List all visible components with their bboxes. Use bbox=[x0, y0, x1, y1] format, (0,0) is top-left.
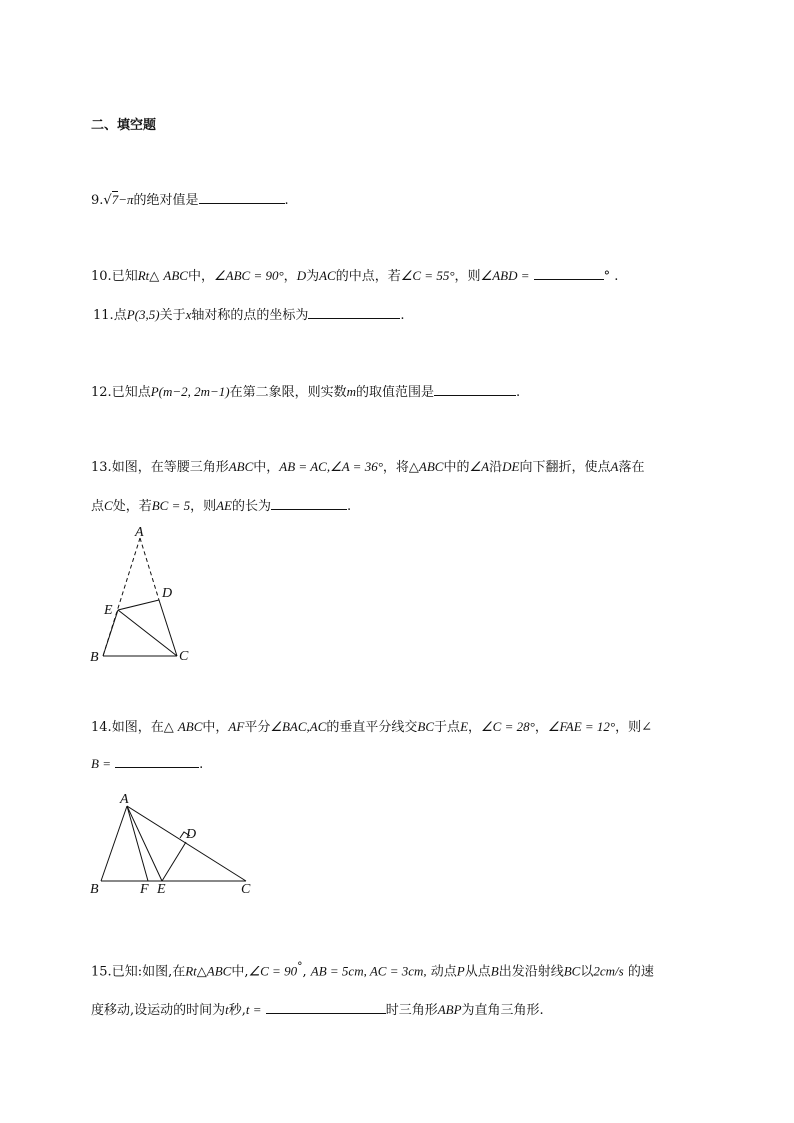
text: 中， bbox=[187, 269, 214, 284]
text: ， bbox=[468, 720, 482, 735]
question-text: 的绝对值是 bbox=[133, 193, 199, 208]
answer-blank[interactable] bbox=[266, 1001, 386, 1014]
math: ∠A bbox=[469, 459, 490, 474]
label-c: C bbox=[241, 882, 251, 897]
text: 已知:如图,在 bbox=[111, 964, 186, 980]
math: ∠BAC,AC bbox=[270, 719, 327, 734]
math: C bbox=[104, 498, 113, 513]
text: ， bbox=[534, 720, 548, 735]
math: AF bbox=[228, 719, 245, 734]
text: 平分 bbox=[244, 720, 271, 735]
text: 处，若 bbox=[112, 499, 152, 514]
label-f: F bbox=[140, 882, 149, 897]
math: ABP bbox=[437, 1002, 462, 1017]
math: A bbox=[610, 459, 619, 474]
question-14-line-1 bbox=[91, 716, 652, 735]
math-expr: −π bbox=[118, 192, 134, 207]
text: 从点 bbox=[464, 964, 491, 980]
math: AE bbox=[216, 498, 232, 513]
question-15-line-2 bbox=[91, 999, 544, 1018]
text: 时三角形 bbox=[385, 1003, 438, 1018]
text: 如图，在等腰三角形 bbox=[111, 460, 229, 475]
text: 点 bbox=[91, 499, 105, 514]
text: 点 bbox=[113, 308, 127, 323]
text: 的中点，若 bbox=[335, 269, 401, 284]
text: 中的 bbox=[443, 460, 470, 475]
section-title: 二、填空题 bbox=[91, 118, 157, 133]
question-number: 14. bbox=[91, 720, 112, 735]
question-number: 9. bbox=[91, 193, 104, 208]
math: ∠ABD = bbox=[480, 268, 530, 283]
question-number: 13. bbox=[91, 460, 112, 475]
math: t bbox=[225, 1002, 229, 1017]
text: ，将 bbox=[382, 460, 409, 475]
triangle-symbol: △ bbox=[163, 720, 174, 735]
edge-ab bbox=[101, 806, 127, 881]
text: 为直角三角形. bbox=[461, 1003, 544, 1018]
period: . bbox=[347, 499, 352, 514]
text: 沿 bbox=[489, 460, 503, 475]
math: Rt bbox=[185, 963, 197, 979]
answer-blank[interactable] bbox=[115, 755, 199, 768]
label-a: A bbox=[135, 525, 144, 540]
text: 中， bbox=[202, 720, 229, 735]
question-15-line-1 bbox=[91, 960, 654, 979]
math: m bbox=[346, 384, 357, 399]
math: AB = AC,∠A = 36° bbox=[279, 459, 383, 474]
math: ∠C = 55° bbox=[400, 268, 455, 283]
math: ABC bbox=[163, 268, 188, 283]
math: ∠ABC = 90° bbox=[213, 268, 284, 283]
label-b: B bbox=[90, 882, 99, 897]
math: ABC bbox=[177, 719, 203, 734]
text: 已知 bbox=[111, 269, 138, 284]
label-d: D bbox=[162, 586, 173, 601]
math: x bbox=[185, 307, 192, 322]
math: AC bbox=[319, 268, 336, 283]
period: . bbox=[516, 385, 521, 400]
math: ∠C = 90 bbox=[248, 963, 298, 979]
question-number: 15. bbox=[91, 964, 112, 980]
text: 度移动,设运动的时间为 bbox=[91, 1003, 226, 1018]
text: 轴对称的点的坐标为 bbox=[191, 308, 309, 323]
math: DE bbox=[502, 459, 520, 474]
question-number: 10. bbox=[91, 269, 112, 284]
text: ， bbox=[283, 269, 297, 284]
text: 的垂直平分线交 bbox=[326, 720, 418, 735]
text: 中, bbox=[231, 964, 249, 980]
text: 如图，在 bbox=[111, 720, 164, 735]
text: 以 bbox=[580, 964, 594, 980]
edge-ec bbox=[118, 610, 177, 656]
question-number: 12. bbox=[91, 385, 112, 400]
math: BC bbox=[417, 719, 435, 734]
text: 已知点 bbox=[111, 385, 151, 400]
triangle-symbol: △ bbox=[149, 269, 160, 284]
math: BC bbox=[563, 963, 581, 979]
label-e: E bbox=[104, 603, 113, 618]
label-b: B bbox=[90, 650, 99, 665]
edge-ed bbox=[162, 842, 186, 881]
edge-ed bbox=[118, 600, 159, 610]
triangle-symbol: △ bbox=[408, 460, 419, 475]
text: 动点 bbox=[426, 964, 457, 980]
math: E bbox=[460, 719, 469, 734]
text: , bbox=[302, 964, 307, 980]
label-e: E bbox=[157, 882, 166, 897]
math: 2cm/s bbox=[593, 963, 624, 979]
label-d: D bbox=[186, 827, 197, 842]
edge-ad-dashed bbox=[140, 538, 159, 600]
math: ∠C = 28° bbox=[481, 719, 535, 734]
text: 出发沿射线 bbox=[498, 964, 564, 980]
text: 关于 bbox=[159, 308, 186, 323]
text: 秒, bbox=[228, 1003, 246, 1018]
math: P(m−2, 2m−1) bbox=[150, 384, 230, 399]
math: ABC bbox=[228, 459, 254, 474]
question-number: 11. bbox=[93, 308, 114, 323]
math: BC = 5 bbox=[151, 498, 191, 513]
math: P bbox=[456, 963, 465, 979]
period: . bbox=[400, 308, 405, 323]
math: ABC bbox=[206, 963, 232, 979]
text: 的取值范围是 bbox=[356, 385, 435, 400]
text: 落在 bbox=[618, 460, 645, 475]
math: B = bbox=[91, 756, 111, 771]
text: ，则∠ bbox=[615, 720, 653, 735]
edge-dc bbox=[159, 600, 177, 656]
text: 的长为 bbox=[232, 499, 272, 514]
text: 中， bbox=[253, 460, 280, 475]
radicand: 7 bbox=[111, 192, 119, 207]
text: 向下翻折，使点 bbox=[519, 460, 611, 475]
math: Rt bbox=[137, 268, 150, 283]
math: ∠FAE = 12° bbox=[547, 719, 616, 734]
label-c: C bbox=[179, 649, 189, 664]
text: 在第二象限，则实数 bbox=[229, 385, 347, 400]
math: AB = 5cm, AC = 3cm, bbox=[310, 963, 427, 979]
triangle-symbol: △ bbox=[196, 964, 207, 980]
text: 的速 bbox=[623, 964, 654, 980]
text: 为 bbox=[306, 269, 320, 284]
text: ，则 bbox=[190, 499, 217, 514]
degree: ° bbox=[297, 960, 303, 973]
period: . bbox=[614, 269, 619, 284]
text: 于点 bbox=[434, 720, 461, 735]
math: ABC bbox=[418, 459, 444, 474]
sqrt-symbol: √ bbox=[103, 193, 112, 208]
label-a: A bbox=[120, 792, 129, 807]
degree: ° bbox=[603, 269, 611, 284]
math: P(3,5) bbox=[126, 307, 160, 322]
math: t = bbox=[245, 1002, 262, 1017]
math: D bbox=[296, 268, 307, 283]
period: . bbox=[284, 193, 289, 208]
period: . bbox=[199, 757, 204, 772]
math: B bbox=[490, 963, 499, 979]
text: ，则 bbox=[454, 269, 481, 284]
question-14-line-2 bbox=[91, 755, 203, 772]
